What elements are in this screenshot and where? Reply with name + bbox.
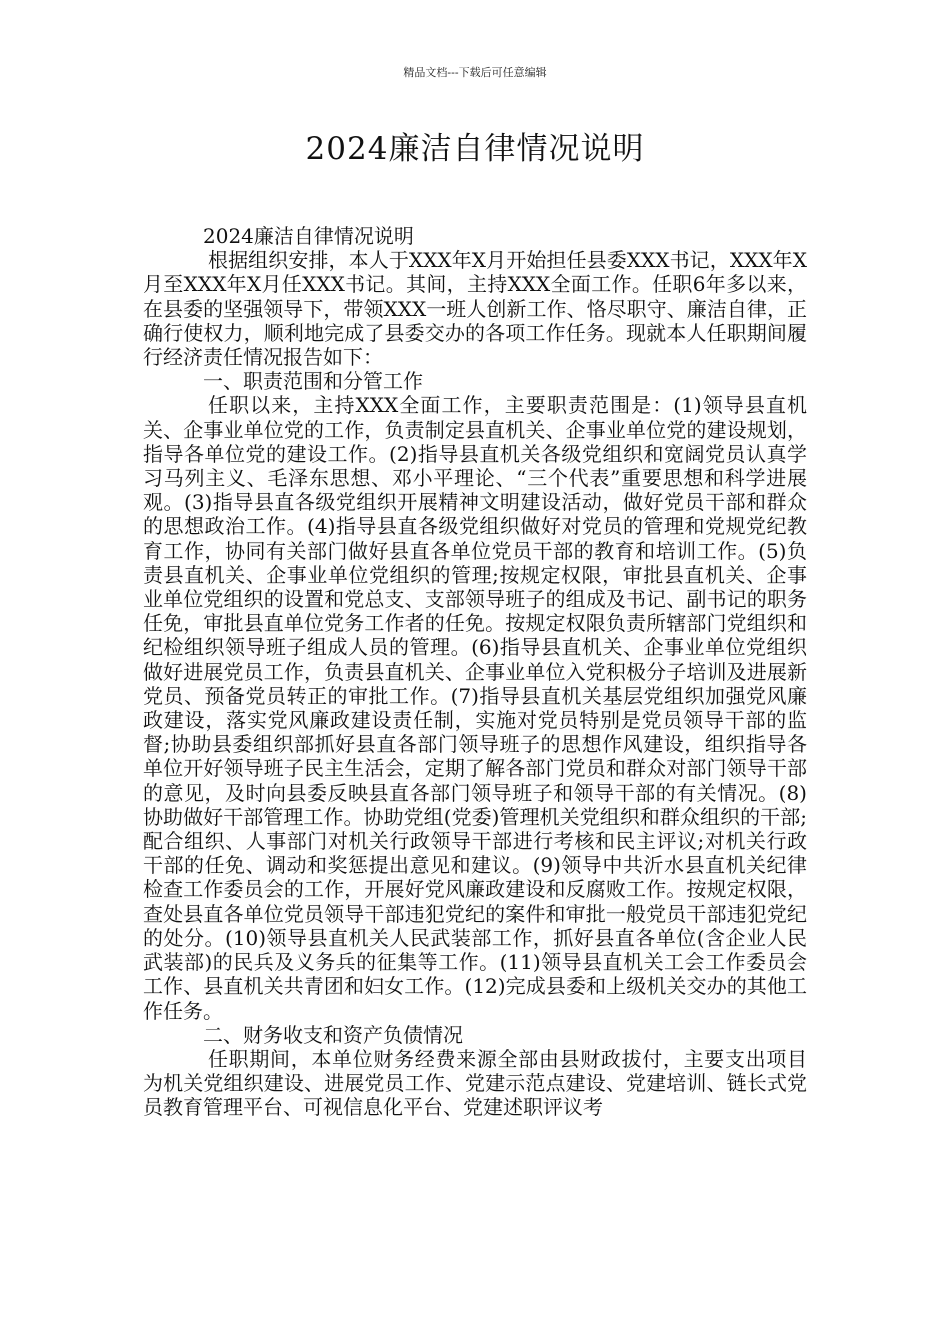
section-heading-2: 二、财务收支和资产负债情况 <box>203 1022 463 1047</box>
paragraph-finance: 任职期间，本单位财务经费来源全部由县财政拔付，主要支出项目为机关党组织建设、进展党员工作、党建示范点建设、党建培训、链长式党员教育管理平台、可视信息化平台、党建述职评议考 <box>143 1046 807 1120</box>
header-note: 精品文档---下载后可任意编辑 <box>403 66 547 79</box>
section-heading-1: 一、职责范围和分管工作 <box>203 369 423 394</box>
paragraph-responsibilities: 任职以来，主持XXX全面工作，主要职责范围是：(1)领导县直机关、企事业单位党的工作，负责制定县直机关、企事业单位党的建设规划，指导各单位党的建设工作。(2)指导县直机关各级党组织和宽阔党员认真学习马列主义、毛泽东思想、邓小平理论、“三个代表”重要思想和科学进展观。(3)指导县直各级党组织开展精神文明建设活动，做好党员干部和群众的思想政治工作。(4)指导县直各级党组织做好对党员的管理和党规党纪教育工作，协同有关部门做好县直各单位党员干部的教育和培训工作。(5)负责县直机关、企事业单位党组织的管理;按规定权限，审批县直机关、企事业单位党组织的设置和党总支、支部领导班子的组成及书记、副书记的职务任免，审批县直单位党务工作者的任免。按规定权限负责所辖部门党组织和纪检组织领导班子组成人员的管理。(6)指导县直机关、企事业单位党组织做好进展党员工作，负责县直机关、企事业单位入党积极分子培训及进展新党员、预备党员转正的审批工作。(7)指导县直机关基层党组织加强党风廉政建设，落实党风廉政建设责任制，实施对党员特别是党员领导干部的监督;协助县委组织部抓好县直各部门领导班子的思想作风建设，组织指导各单位开好领导班子民主生活会，定期了解各部门党员和群众对部门领导干部的意见，及时向县委反映县直各部门领导班子和领导干部的有关情况。(8)协助做好干部管理工作。协助党组(党委)管理机关党组织和群众组织的干部;配合组织、人事部门对机关行政领导干部进行考核和民主评议;对机关行政干部的任免、调动和奖惩提出意见和建议。(9)领导中共沂水县直机关纪律检查工作委员会的工作，开展好党风廉政建设和反腐败工作。按规定权限，查处县直各单位党员领导干部违犯党纪的案件和审批一般党员干部违犯党纪的处分。(10)领导县直机关人民武装部工作，抓好县直各单位(含企业人民武装部)的民兵及义务兵的征集等工作。(11)领导县直机关工会工作委员会工作、县直机关共青团和妇女工作。(12)完成县委和上级机关交办的其他工作任务。 <box>143 393 807 1023</box>
paragraph-subtitle: 2024廉洁自律情况说明 <box>203 224 414 248</box>
document-title: 2024廉洁自律情况说明 <box>305 131 645 167</box>
paragraph-intro: 根据组织安排，本人于XXX年X月开始担任县委XXX书记，XXX年X月至XXX年X月任XXX书记。其间，主持XXX全面工作。任职6年多以来，在县委的坚强领导下，带领XXX一班人创新工作、恪尽职守、廉洁自律，正确行使权力，顺利地完成了县委交办的各项工作任务。现就本人任职期间履行经济责任情况报告如下： <box>143 248 807 370</box>
document-body <box>143 224 807 1120</box>
